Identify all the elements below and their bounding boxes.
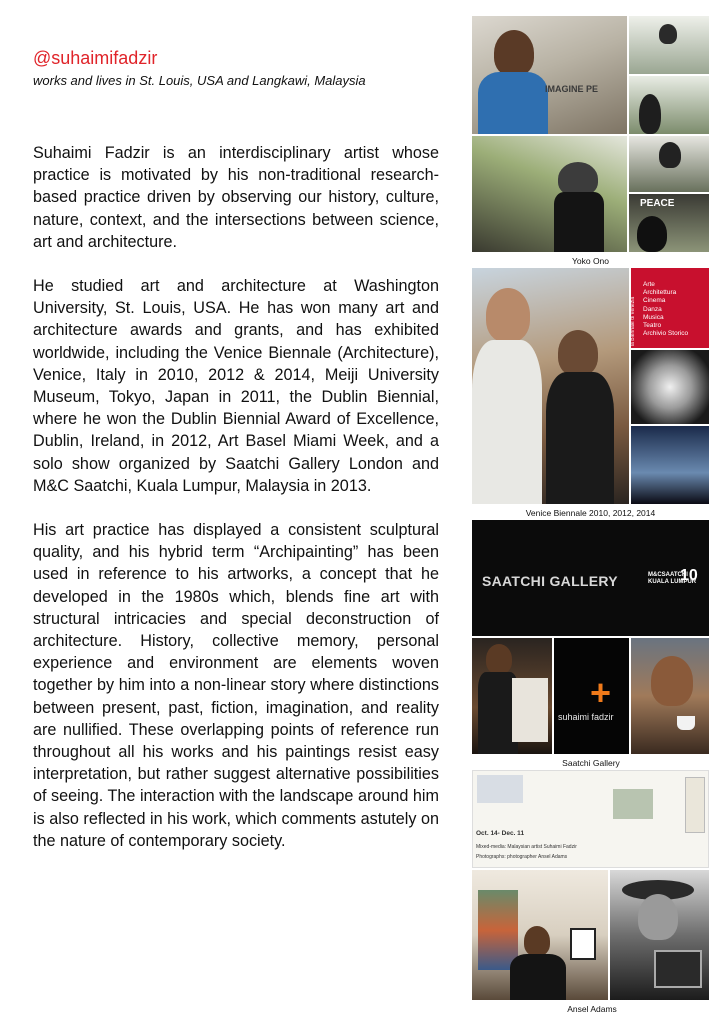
mc-saatchi-name: M&CSAATCHI	[648, 572, 688, 578]
bio-paragraph-2: He studied art and architecture at Washington University, St. Louis, USA. He has won many art and architecture awards and grants, and has exhibited worldwide, including the Venice Biennale (Architecture), Venice, Italy in 2010, 2012 & 2014, Meiji University Museum, Tokyo, Japan in 2011, the Dublin Biennial, where he won the Dublin Biennial Award of Excellence, Dublin, Ireland, in 2012, Art Basel Miami Week, and a solo show organized by Saatchi Gallery London and M&C Saatchi, Kuala Lumpur, Malaysia in 2013.	[33, 277, 439, 495]
mc-saatchi-ten: 10	[680, 567, 698, 584]
caption-saatchi-gallery: Saatchi Gallery	[562, 758, 620, 768]
bio-paragraph-1: Suhaimi Fadzir is an interdisciplinary artist whose practice is motivated by his non-traditional research-based practice driven by observing our history, culture, nature, context, and the intersections between science, art and architecture.	[33, 144, 439, 251]
photo-yoko-ono-tree	[472, 136, 627, 252]
biennale-logo-text: la Biennale di Venezia	[630, 296, 636, 346]
flyer-mixed-media: Mixed-media: Malaysian artist Suhaimi Fadzir	[476, 844, 577, 850]
photo-artist-portrait	[631, 638, 709, 754]
flyer-dates: Oct. 14- Dec. 11	[476, 830, 525, 837]
photo-ansel-adams-portrait	[610, 870, 709, 1000]
artist-name-poster: suhaimi fadzir	[558, 712, 614, 722]
caption-ansel-adams: Ansel Adams	[567, 1004, 617, 1014]
photo-venice-biennale	[472, 268, 629, 504]
photo-artist-with-artwork	[472, 870, 608, 1000]
banner-line: Teatro	[643, 322, 662, 330]
banner-line: Musica	[643, 313, 664, 321]
photo-artist-gallery	[472, 16, 627, 134]
banner-line: Architettura	[643, 289, 677, 297]
photo-yoko-ono-2	[629, 76, 709, 134]
photo-sculpture-installation	[631, 350, 709, 424]
photo-yoko-ono-3	[629, 136, 709, 192]
saatchi-gallery-logo: SAATCHI GALLERY	[482, 573, 618, 589]
bio-paragraph-3: His art practice has displayed a consistent sculptural quality, and his hybrid term “Archipainting” has been used in reference to his artworks, a concept that he developed in the 1980s which, blends fine art with structural intricacies and special deconstruction of architecture. History, collective memory, personal experience and environment are elements woven together by him into a non-linear story where distinctions between present, past, fiction, imagination, and reality are nullified. These overlapping points of reference run throughout all his works and his paintings resist easy interpretation, but rather suggest alternative possibilities of seeing. The interaction with the landscape around him is also reflected in his work, which comments astutely on the nature of contemporary society.	[33, 521, 439, 850]
biennale-banner-list	[643, 281, 688, 338]
photo-projection-installation	[631, 426, 709, 504]
caption-yoko-ono: Yoko Ono	[571, 256, 610, 266]
mc-saatchi-city: KUALA LUMPUR	[648, 579, 697, 585]
caption-venice-biennale: Venice Biennale 2010, 2012, 2014	[525, 508, 656, 518]
artist-location: works and lives in St. Louis, USA and Langkawi, Malaysia	[33, 73, 366, 88]
peace-sign: PEACE	[640, 198, 675, 209]
biography	[33, 142, 439, 874]
banner-line: Cinema	[643, 297, 666, 305]
banner-line: Arte	[643, 281, 655, 288]
photo-artist-exhibition	[472, 638, 552, 754]
flyer-photographs: Photographs: photographer Ansel Adams	[476, 854, 568, 860]
artist-handle: @suhaimifadzir	[33, 48, 158, 68]
banner-line: Danza	[643, 305, 662, 313]
banner-line: Archivio Storico	[643, 330, 689, 338]
plus-icon: +	[590, 672, 612, 713]
photo-yoko-ono-1	[629, 16, 709, 74]
imagine-sign: IMAGINE PE	[545, 84, 599, 94]
